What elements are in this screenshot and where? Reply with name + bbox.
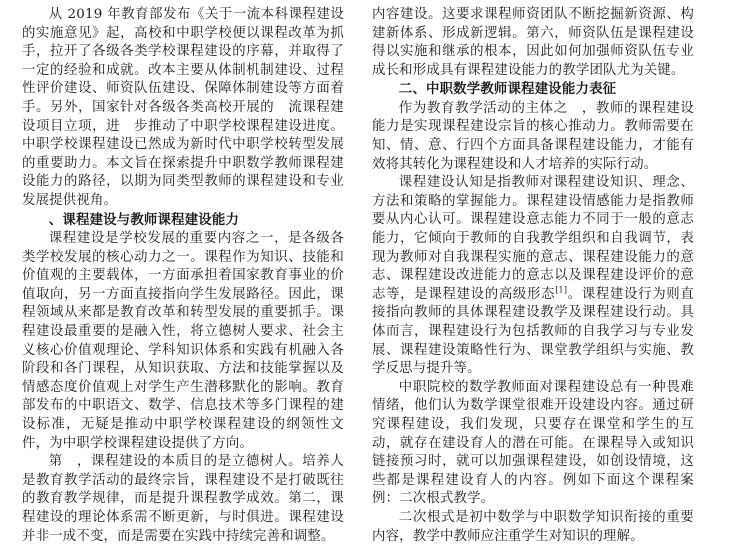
paragraph-math-teachers: 中职院校的数学教师面对课程建设总有一种畏难情绪，他们认为数学课堂很难开设建设内容。通过研究课程建设，我们发现，只要存在课堂和学生的互动，就存在建设育人的潜在可能。在课程导入或知识链接预习时，就可以加强课程建设，如创设情境，这些都是课程建设育人的内容。例如下面这个课程案例：二次根式教学。 bbox=[372, 379, 694, 507]
citation-ref: [1] bbox=[555, 285, 568, 295]
paragraph-quadratic-radical: 二次根式是初中数学与中职数学知识衔接的重要内容，教学中教师应注重学生对知识的理解。 bbox=[372, 509, 694, 544]
right-column bbox=[372, 6, 694, 546]
capability-text-b: 。课程建设行为则直接指向教师的具体课程建设教学及课程建设行动。具体而言，课程建设行为包括教师的自我学习与专业发展、课程建设策略性行为、课堂教学组织与实施、教学反思与提升等。 bbox=[372, 286, 694, 377]
paragraph-continued: 内容建设。这要求课程师资团队不断挖掘新资源、构建新体系、形成新逻辑。第六，师资队伍是课程建设得以实施和继承的根本，因此如何加强师资队伍专业成长和形成具有课程建设能力的教学团队尤为关键。 bbox=[372, 7, 694, 78]
left-column bbox=[22, 6, 344, 546]
capability-text-a: 课程建设认知是指教师对课程建设知识、理念、方法和策略的掌握能力。课程建设情感能力是指教师要从内心认可。课程建设意志能力不同于一般的意志能力，它倾向于教师的自我教学组织和自我调节，表现为教师对自我课程实施的意志、课程建设能力的意志、课程建设改进能力的意志以及课程建设评价的意志等，是课程建设的高级形态 bbox=[372, 175, 694, 302]
paragraph-capability-definition bbox=[372, 174, 694, 379]
paragraph-teacher-role: 作为教育教学活动的主体之 ，教师的课程建设能力是实现课程建设宗旨的核心推动力。教师需要在知、情、意、行四个方面具备课程建设能力，才能有效将其转化为课程建设和人才培养的实际行动。 bbox=[372, 100, 694, 172]
paragraph-first-point: 第 ，课程建设的本质目的是立德树人。培养人是教育教学活动的最终宗旨，课程建设不是打破既往的教育教学规律，而是提升课程教学成效。第二，课程建设的理论体系需不断更新，与时俱进。课程建设并非一成不变，而是需要在实践中持续完善和调整。 bbox=[22, 454, 344, 544]
paragraph-curriculum-construction: 课程建设是学校发展的重要内容之一，是各级各类学校发展的核心动力之一。课程作为知识、技能和价值观的主要载体，一方面承担着国家教育事业的价值取向，另一方面直接指向学生发展路径。因此，课程领域从来都是教育改革和转型发展的重要抓手。课程建设最重要的是融入性，将立德树人要求、社会主义核心价值观理论、学科知识体系和实践有机融入各阶段和各门课程，从知识获取、方法和技能掌握以及情感态度价值观上对学生产生潜移默化的影响。教育部发布的中职语文、数学、信息技术等多门课程的建设标准，无疑是推动中职学校课程建设的纲领性文件，为中职学校课程建设提供了方向。 bbox=[22, 231, 344, 451]
section-heading-2: 二、中职数学教师课程建设能力表征 bbox=[398, 82, 617, 98]
intro-paragraph: 从 2019 年教育部发布《关于一流本科课程建设的实施意见》起，高校和中职学校便以课程改革为抓手，拉开了各级各类学校课程建设的序幕，并取得了一定的经验和成就。改本主要从体制机制建设、过程性评价建设、师资队伍建设、保障体制建设等方面着手。另外，国家针对各级各类高校开展的 流课程建设项目立项，进 步推动了中职学校课程建设进度。中职学校课程建设已然成为新时代中职学校转型发展的重要助力。本文旨在探索提升中职数学教师课程建设能力的路径，以期为同类型教师的课程建设和专业发展提供视角。 bbox=[22, 7, 344, 208]
section-heading-1: 、课程建设与教师课程建设能力 bbox=[48, 212, 240, 228]
